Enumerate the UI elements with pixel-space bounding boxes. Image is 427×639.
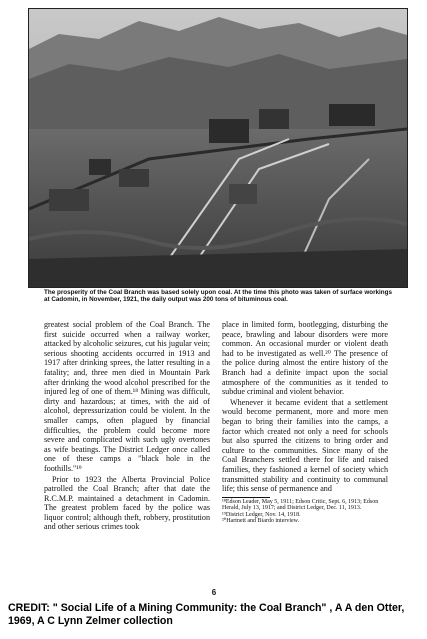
- footnote-divider: [222, 497, 270, 498]
- historic-mining-town-photo: [29, 9, 407, 287]
- paragraph: greatest social problem of the Coal Branch. The first suicide occurred when a railway worker, attacked by alcoholic seizures, cut his jugular vein; serious shooting accidents occurred in 1913 and 1917 after drinking sprees, the latter resulting in a fatality; and, three men died in Mountain Park after drinking the wood alcohol prescribed for the injured leg of one of them.¹⁸ Mining was difficult, dirty and hazardous; at times, with the aid of alcohol, depressurization could be violent. In the smaller camps, often plagued by financial difficulties, the problem could become more severe and complicated with such ugly overtones as wife beatings. The District Ledger once called one of these camps a "black hole in the foothills."¹⁹: [44, 320, 210, 473]
- footnotes: [222, 499, 388, 525]
- paragraph: Whenever it became evident that a settlement would become permanent, more and more men began to bring their families into the camps, a factor which created not only a need for schools but also spurred the citizens to bring order and culture to the communities. Since many of the Coal Branchers settled there for life and raised families, they fashioned a kernel of society which transmitted stability and continuity to communal life; this sense of permanence and: [222, 397, 388, 494]
- historic-photo: [28, 8, 408, 288]
- paragraph: place in limited form, bootlegging, disturbing the peace, brawling and labour disorders were more common. An occasional murder or violent death had to be investigated as well.²⁰ The presence of the police during almost the entire history of the Branch had a definite impact upon the social atmosphere of the communities as it tended to subdue criminal and violent behavior.: [222, 320, 388, 397]
- footnote: ¹⁹District Ledger, Nov. 14, 1918.: [222, 511, 301, 518]
- photo-caption: The prosperity of the Coal Branch was based solely upon coal. At the time this photo was taken of surface workings at Cadomin, in November, 1921, the daily output was 200 tons of bituminous coal.: [44, 289, 392, 304]
- page-number: 6: [211, 588, 217, 597]
- footnote: ¹⁸Edson Leader, May 5, 1911; Edson Critic, Sept. 6, 1913; Edson Herald, July 13, 1917; and District Ledger, Dec. 11, 1913.: [222, 498, 379, 512]
- paragraph: Prior to 1923 the Alberta Provincial Police patrolled the Coal Branch; after that date the R.C.M.P. maintained a detachment in Cadomin. The greatest problem faced by the police was liquor control; although theft, robbery, prostitution and other serious crimes took: [44, 474, 210, 532]
- credit-line: CREDIT: " Social Life of a Mining Community: the Coal Branch" , A A den Otter, 1969, A C Lynn Zelmer collection: [8, 602, 405, 627]
- footnote: ²⁰Hartnett and Biardo interview.: [222, 517, 300, 524]
- right-column: [222, 320, 388, 524]
- left-column: [44, 320, 210, 532]
